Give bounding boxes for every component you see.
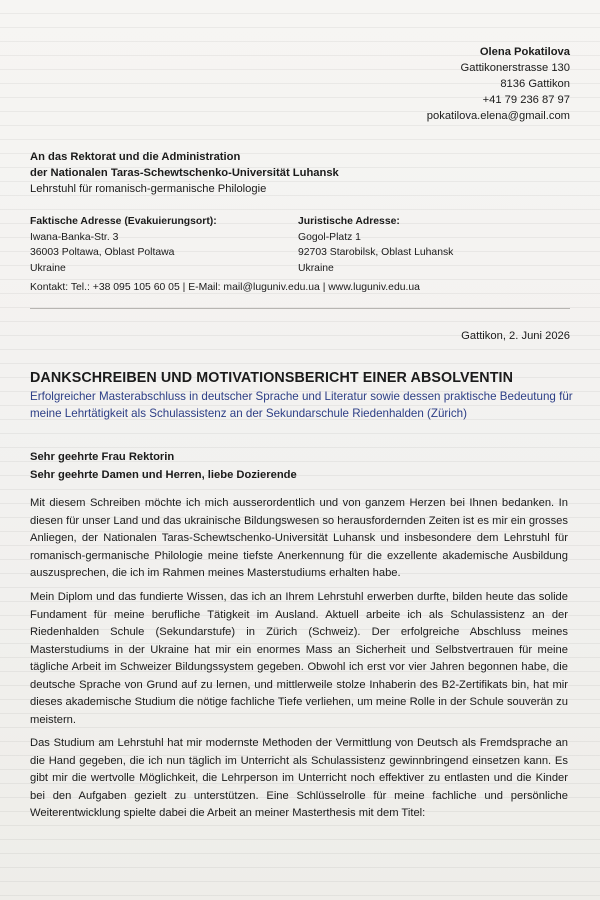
letter-heading: DANKSCHREIBEN UND MOTIVATIONSBERICHT EINER ABSOLVENTIN bbox=[30, 370, 514, 386]
legal-address-label: Juristische Adresse: bbox=[298, 216, 400, 227]
legal-address-street: Gogol-Platz 1 bbox=[298, 231, 361, 243]
recipient-line-1: An das Rektorat und die Administration bbox=[30, 151, 241, 163]
recipient-line-3: Lehrstuhl für romanisch-germanische Philologie bbox=[30, 183, 267, 195]
actual-address-street: Iwana-Banka-Str. 3 bbox=[30, 231, 119, 243]
letter-date: Gattikon, 2. Juni 2026 bbox=[461, 330, 570, 342]
salutation-line-1: Sehr geehrte Frau Rektorin bbox=[30, 451, 175, 463]
actual-address-label: Faktische Adresse (Evakuierungsort): bbox=[30, 216, 217, 227]
paragraph-3: Das Studium am Lehrstuhl hat mir modernste Methoden der Vermittlung von Deutsch als Fremdsprache an die Hand gegeben, die ich nun täglich im Unterricht als Schulassistenz gewinnbringend einsetzen kann. Es gibt mir die wertvolle Möglichkeit, die Lehrperson im Unterricht noch effektiver zu entlasten und die Kinder bei den Aufgaben gezielt zu unterstützen. Eine Schlüsselrolle für meine fachliche und persönliche Weiterentwicklung spielte dabei die Arbeit an meiner Masterthesis mit dem Titel: bbox=[30, 737, 568, 819]
sender-phone: +41 79 236 87 97 bbox=[482, 94, 570, 106]
sender-street: Gattikonerstrasse 130 bbox=[460, 62, 570, 74]
salutation-block bbox=[30, 448, 570, 484]
sender-city: 8136 Gattikon bbox=[500, 78, 570, 90]
actual-address-city: 36003 Poltawa, Oblast Poltawa bbox=[30, 247, 175, 258]
letter-subheading: Erfolgreicher Masterabschluss in deutscher Sprache und Literatur sowie dessen praktische Bedeutung für meine Lehrtätigkeit als Schulassistenz an der Sekundarschule Riedenhalden (Zürich) bbox=[30, 390, 573, 420]
legal-address-city: 92703 Starobilsk, Oblast Luhansk bbox=[298, 247, 454, 258]
sender-name: Olena Pokatilova bbox=[479, 46, 570, 58]
legal-address-country: Ukraine bbox=[298, 262, 334, 274]
recipient-line-2: der Nationalen Taras-Schewtschenko-Universität Luhansk bbox=[30, 167, 339, 179]
actual-address-block bbox=[30, 214, 217, 276]
contact-line: Kontakt: Tel.: +38 095 105 60 05 | E-Mail: mail@luguniv.edu.ua | www.luguniv.edu.ua bbox=[30, 282, 420, 293]
sender-email: pokatilova.elena@gmail.com bbox=[426, 110, 570, 122]
recipient-block bbox=[30, 149, 570, 197]
sender-address-block bbox=[427, 44, 570, 124]
paragraph-2: Mein Diplom und das fundierte Wissen, das ich an Ihrem Lehrstuhl erwerben durfte, bilden heute das solide Fundament für meine berufliche Tätigkeit im Ausland. Aktuell arbeite ich als Schulassistenz an der Riedenhalden Schule (Sekundarstufe) in Zürich (Schweiz). Der erfolgreiche Abschluss meines Masterstudiums in der Ukraine hat mir ein enormes Mass an Sicherheit und Selbstvertrauen für meine tägliche Arbeit im Schweizer Bildungssystem gegeben. Obwohl ich erst vor vier Jahren begonnen habe, die deutsche Sprache von Grund auf zu lernen, und mittlerweile stolze Inhaberin des B2-Zertifikats bin, hat mir dieses akademische Studium die nötige fachliche Tiefe verliehen, um meine Rolle in der Schule souverän zu meistern. bbox=[30, 591, 568, 726]
actual-address-country: Ukraine bbox=[30, 262, 66, 274]
paragraph-1: Mit diesem Schreiben möchte ich mich ausserordentlich und von ganzem Herzen bei Ihnen bedanken. In diesen für unser Land und das ukrainische Bildungswesen so herausfordernden Zeiten ist es mir ein grosses Anliegen, der Nationalen Taras-Schewtschenko-Universität Luhansk und insbesondere dem Lehrstuhl für romanisch-germanische Philologie meine tiefste Anerkennung für die exzellente akademische Ausbildung auszusprechen, die ich im Rahmen meines Masterstudiums erhalten habe. bbox=[30, 497, 568, 579]
divider bbox=[30, 308, 570, 309]
salutation-line-2: Sehr geehrte Damen und Herren, liebe Dozierende bbox=[30, 469, 297, 481]
legal-address-block bbox=[298, 214, 453, 276]
